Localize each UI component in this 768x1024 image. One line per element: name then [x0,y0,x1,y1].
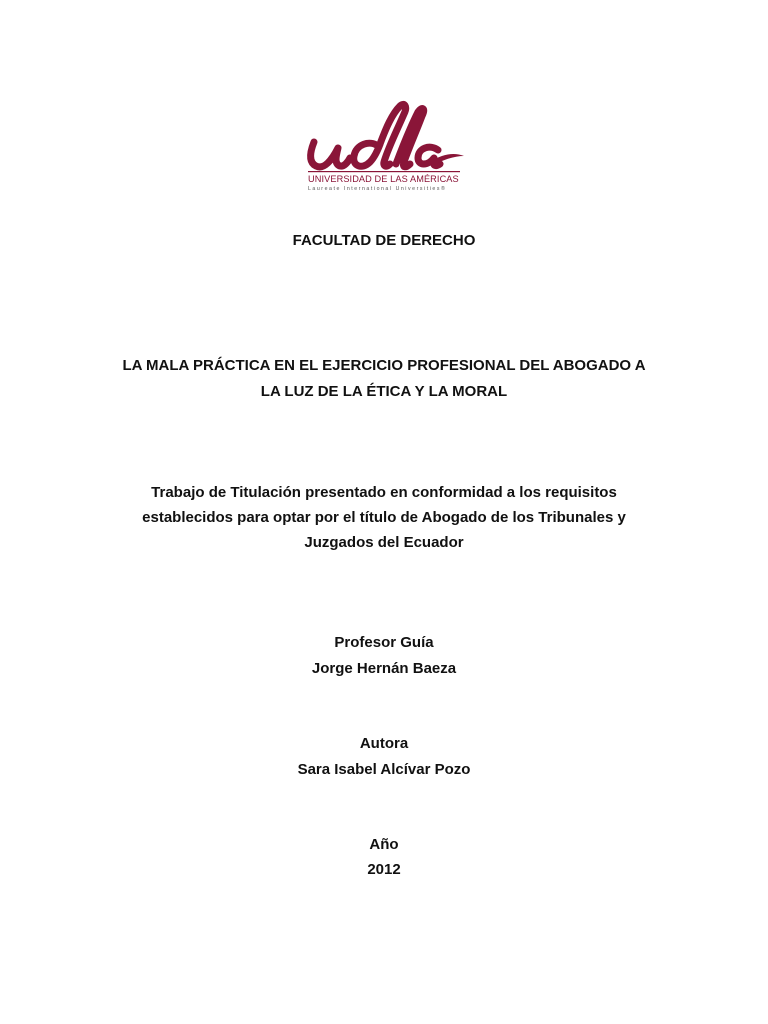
university-tagline: Laureate International Universities® [308,186,447,192]
faculty-heading: FACULTAD DE DERECHO [292,232,476,249]
year-value: 2012 [367,861,401,878]
university-name: UNIVERSIDAD DE LAS AMÉRICAS [308,174,459,184]
author-name: Sara Isabel Alcívar Pozo [297,761,471,778]
description-line-3: Juzgados del Ecuador [304,534,464,551]
description-line-2: establecidos para optar por el título de Abogado de los Tribunales y [142,509,626,526]
advisor-label: Profesor Guía [334,634,434,651]
advisor-name: Jorge Hernán Baeza [311,660,457,677]
thesis-title-line-1: LA MALA PRÁCTICA EN EL EJERCICIO PROFESIONAL DEL ABOGADO A [122,357,646,374]
udla-wordmark-logo [300,100,468,176]
university-logo [300,100,468,200]
author-label: Autora [359,735,409,752]
thesis-title-line-2: LA LUZ DE LA ÉTICA Y LA MORAL [260,383,508,400]
year-label: Año [369,836,399,853]
description-line-1: Trabajo de Titulación presentado en conformidad a los requisitos [151,484,617,501]
